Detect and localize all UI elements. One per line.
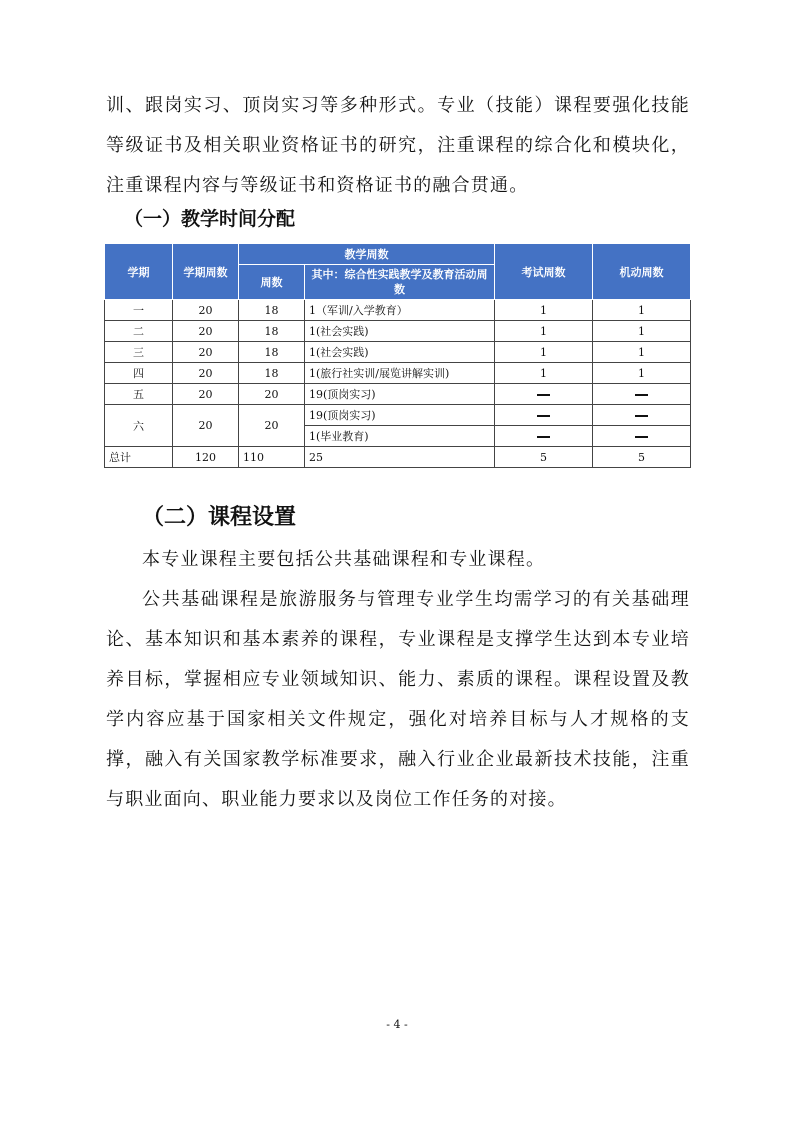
cell-practice: 19(顶岗实习) — [305, 384, 495, 405]
cell-weeks: 18 — [239, 342, 305, 363]
dash-mark — [537, 436, 550, 438]
table-row — [105, 300, 691, 321]
cell-weeks: 18 — [239, 363, 305, 384]
cell-flexible — [593, 384, 691, 405]
cell-practice: 25 — [305, 447, 495, 468]
header-semester: 学期 — [105, 244, 173, 300]
section2-paragraph-1: 本专业课程主要包括公共基础课程和专业课程。 — [142, 549, 546, 570]
cell-flexible: 1 — [593, 300, 691, 321]
cell-semester: 五 — [105, 384, 173, 405]
cell-exam: 1 — [495, 321, 593, 342]
cell-flexible: 1 — [593, 342, 691, 363]
cell-weeks: 20 — [239, 405, 305, 447]
cell-exam: 5 — [495, 447, 593, 468]
cell-exam: 1 — [495, 300, 593, 321]
cell-weeks: 20 — [239, 384, 305, 405]
header-exam-weeks: 考试周数 — [495, 244, 593, 300]
cell-semester-weeks: 20 — [173, 363, 239, 384]
header-semester-weeks: 学期周数 — [173, 244, 239, 300]
section2-title: （二）课程设置 — [142, 505, 297, 530]
cell-flexible: 1 — [593, 321, 691, 342]
cell-practice: 1（军训/入学教育） — [305, 300, 495, 321]
dash-mark — [537, 415, 550, 417]
cell-weeks: 110 — [239, 447, 305, 468]
section1-title: （一）教学时间分配 — [124, 208, 296, 230]
table-row — [105, 363, 691, 384]
cell-practice: 1(社会实践) — [305, 321, 495, 342]
page-number: - 4 - — [386, 1018, 408, 1031]
cell-semester-weeks: 20 — [173, 321, 239, 342]
table-row — [105, 384, 691, 405]
cell-semester: 总计 — [105, 447, 173, 468]
cell-semester-weeks: 20 — [173, 405, 239, 447]
cell-semester: 一 — [105, 300, 173, 321]
cell-semester-weeks: 120 — [173, 447, 239, 468]
cell-practice: 19(顶岗实习) — [305, 405, 495, 426]
cell-exam: 1 — [495, 363, 593, 384]
cell-exam — [495, 426, 593, 447]
intro-paragraph: 训、跟岗实习、顶岗实习等多种形式。专业（技能）课程要强化技能等级证书及相关职业资格证书的研究，注重课程的综合化和模块化，注重课程内容与等级证书和资格证书的融合贯通。 — [106, 95, 690, 196]
table-row — [105, 321, 691, 342]
cell-weeks: 18 — [239, 321, 305, 342]
cell-exam — [495, 384, 593, 405]
header-flexible-weeks: 机动周数 — [593, 244, 691, 300]
cell-flexible — [593, 405, 691, 426]
cell-semester-weeks: 20 — [173, 300, 239, 321]
teaching-time-table — [104, 243, 691, 468]
table-row-total — [105, 447, 691, 468]
cell-flexible: 5 — [593, 447, 691, 468]
dash-mark — [635, 415, 648, 417]
dash-mark — [537, 394, 550, 396]
dash-mark — [635, 436, 648, 438]
cell-practice: 1(旅行社实训/展览讲解实训) — [305, 363, 495, 384]
header-weeks: 周数 — [239, 265, 305, 300]
section2-paragraph-2: 公共基础课程是旅游服务与管理专业学生均需学习的有关基础理论、基本知识和基本素养的课程，专业课程是支撑学生达到本专业培养目标，掌握相应专业领域知识、能力、素质的课程。课程设置及教学内容应基于国家相关文件规定，强化对培养目标与人才规格的支撑，融入有关国家教学标准要求，融入行业企业最新技术技能，注重与职业面向、职业能力要求以及岗位工作任务的对接。 — [106, 589, 690, 810]
cell-semester: 二 — [105, 321, 173, 342]
table-row — [105, 405, 691, 426]
cell-semester: 六 — [105, 405, 173, 447]
cell-semester: 三 — [105, 342, 173, 363]
cell-flexible — [593, 426, 691, 447]
cell-flexible: 1 — [593, 363, 691, 384]
dash-mark — [635, 394, 648, 396]
cell-practice: 1(社会实践) — [305, 342, 495, 363]
header-practice-weeks: 其中：综合性实践教学及教育活动周数 — [305, 265, 495, 300]
cell-semester: 四 — [105, 363, 173, 384]
cell-weeks: 18 — [239, 300, 305, 321]
header-teaching-weeks: 教学周数 — [239, 244, 495, 265]
cell-exam — [495, 405, 593, 426]
table-row — [105, 342, 691, 363]
cell-semester-weeks: 20 — [173, 384, 239, 405]
cell-semester-weeks: 20 — [173, 342, 239, 363]
cell-exam: 1 — [495, 342, 593, 363]
cell-practice: 1(毕业教育) — [305, 426, 495, 447]
